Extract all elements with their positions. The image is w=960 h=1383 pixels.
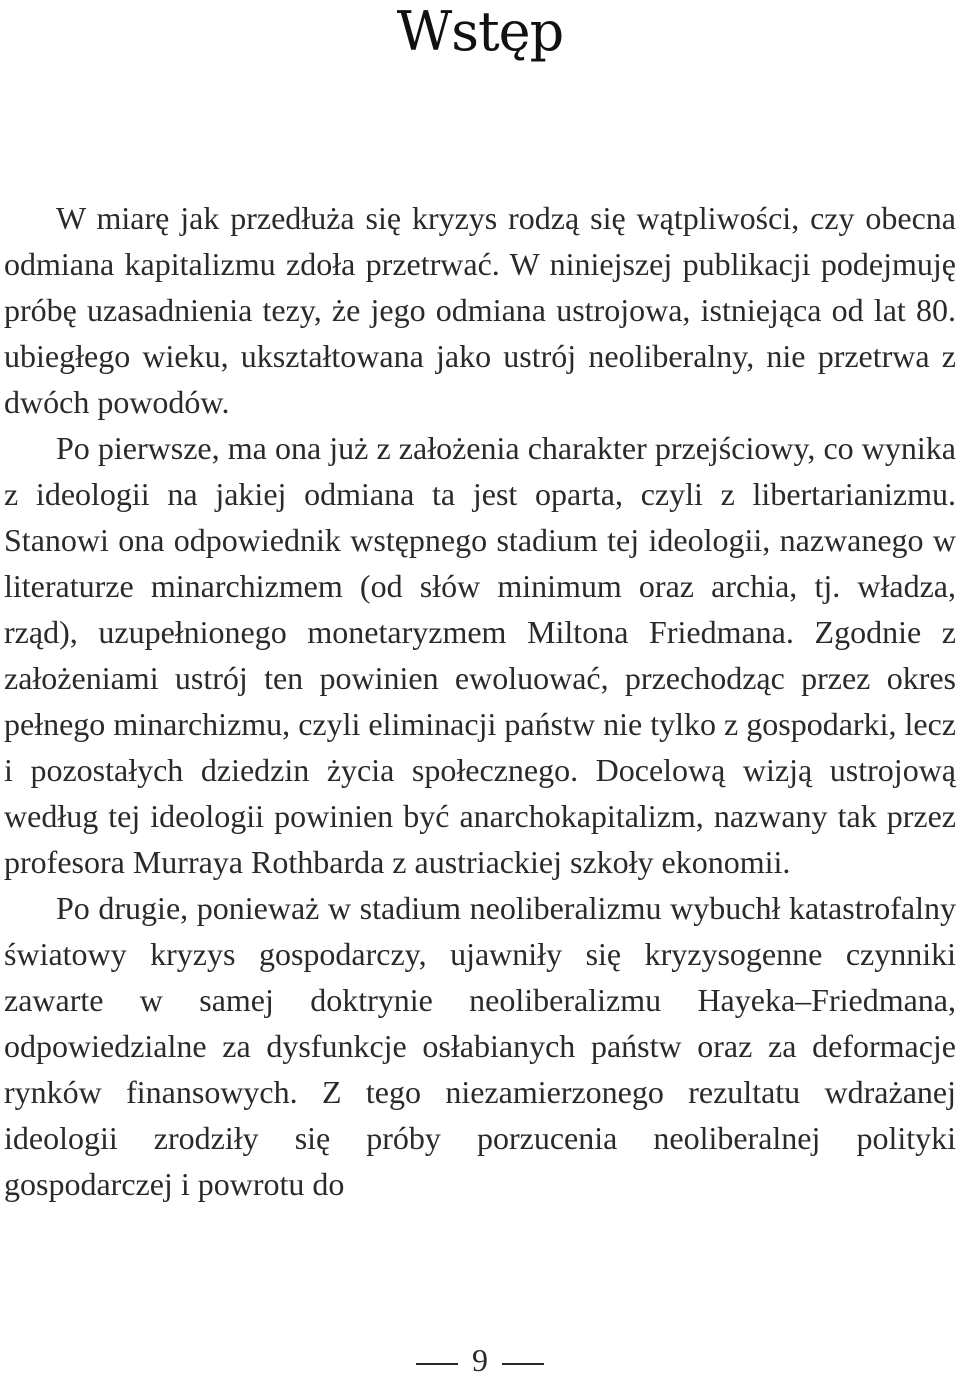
body-text [4, 195, 956, 1207]
left-dash [416, 1363, 458, 1365]
paragraph-3: Po drugie, ponieważ w stadium neoliberalizmu wybuchł katastrofalny światowy kryzys gospodarczy, ujawniły się kryzysogenne czynniki zawarte w samej doktrynie neoliberalizmu Hayeka–Friedmana, odpowiedzialne za dysfunkcje osłabianych państw oraz za deformacje rynków finansowych. Z tego niezamierzonego rezultatu wdrażanej ideologii zrodziły się próby porzucenia neoliberalnej polityki gospodarczej i powrotu do [4, 890, 956, 1202]
paragraph-1: W miarę jak przedłuża się kryzys rodzą się wątpliwości, czy obecna odmiana kapitalizmu zdoła przetrwać. W niniejszej publikacji podejmuję próbę uzasadnienia tezy, że jego odmiana ustrojowa, istniejąca od lat 80. ubiegłego wieku, ukształtowana jako ustrój neoliberalny, nie przetrwa z dwóch powodów. [4, 200, 956, 420]
page-footer [0, 1337, 960, 1383]
chapter-title: Wstęp [396, 0, 564, 63]
right-dash [502, 1363, 544, 1365]
paragraph-2: Po pierwsze, ma ona już z założenia charakter przejściowy, co wynika z ideologii na jakiej odmiana ta jest oparta, czyli z libertarianizmu. Stanowi ona odpowiednik wstępnego stadium tej ideologii, nazwanego w literaturze minarchizmem (od słów minimum oraz archia, tj. władza, rząd), uzupełnionego monetaryzmem Miltona Friedmana. Zgodnie z założeniami ustrój ten powinien ewoluować, przechodząc przez okres pełnego minarchizmu, czyli eliminacji państw nie tylko z gospodarki, lecz i pozostałych dziedzin życia społecznego. Docelową wizją ustrojową według tej ideologii powinien być anarchokapitalizm, nazwany tak przez profesora Murraya Rothbarda z austriackiej szkoły ekonomii. [4, 430, 956, 880]
page-number: 9 [472, 1342, 488, 1378]
